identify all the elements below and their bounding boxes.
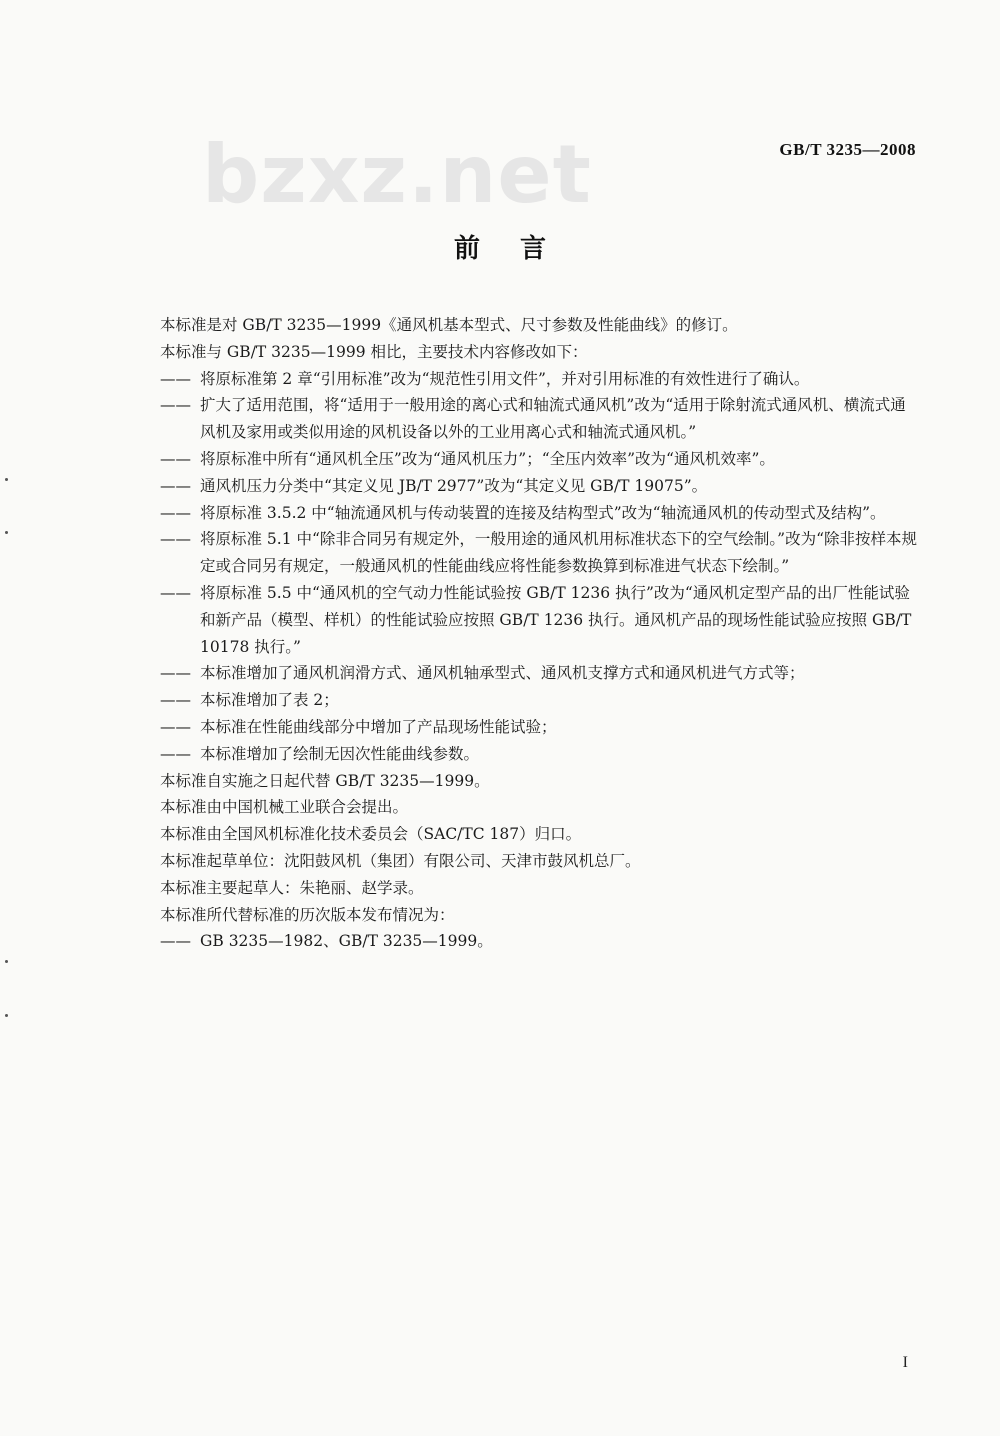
paragraph-text: 本标准自实施之日起代替 GB/T 3235—1999。 [160,771,490,790]
list-dash: —— [160,396,191,415]
paragraph [160,875,920,902]
paragraph-text: GB 3235—1982、GB/T 3235—1999。 [200,932,493,951]
list-dash: —— [160,503,191,522]
paragraph-text: 本标准在性能曲线部分中增加了产品现场性能试验； [200,717,557,736]
paragraph-text: 本标准起草单位：沈阳鼓风机（集团）有限公司、天津市鼓风机总厂。 [160,851,641,870]
list-item [160,500,920,527]
watermark: bzxz.net [202,128,592,221]
list-dash: —— [160,664,191,683]
list-dash: —— [160,744,191,763]
paragraph-text: 本标准由中国机械工业联合会提出。 [160,798,409,817]
list-item [160,446,920,473]
list-item [160,366,920,393]
scan-edge-mark [5,478,8,481]
list-dash: —— [160,932,191,951]
paragraph-text: 将原标准 3.5.2 中“轴流通风机与传动装置的连接及结构型式”改为“轴流通风机的传动型式及结构”。 [200,503,886,522]
page-number: I [902,1354,908,1371]
paragraph-text: 本标准是对 GB/T 3235—1999《通风机基本型式、尺寸参数及性能曲线》的修订。 [160,316,738,334]
paragraph [160,848,920,875]
paragraph-text: 将原标准中所有“通风机全压”改为“通风机压力”；“全压内效率”改为“通风机效率”。 [200,449,775,468]
paragraph-text: 本标准由全国风机标准化技术委员会（SAC/TC 187）归口。 [160,825,582,844]
paragraph-text: 本标准所代替标准的历次版本发布情况为： [160,905,455,924]
paragraph-text: 本标准主要起草人：朱艳丽、赵学录。 [160,878,424,897]
paragraph-text: 本标准与 GB/T 3235—1999 相比，主要技术内容修改如下： [160,342,588,361]
list-item [160,714,920,741]
list-item [160,928,920,955]
paragraph-text: 本标准增加了绘制无因次性能曲线参数。 [200,744,480,763]
list-item [160,473,920,500]
list-dash: —— [160,530,191,549]
paragraph [160,339,920,366]
foreword-body [160,312,920,955]
paragraph-text: 将原标准 5.5 中“通风机的空气动力性能试验按 GB/T 1236 执行”改为“通风机定型产品的出厂性能试验和新产品（模型、样机）的性能试验应按照 GB/T 1236 执行。通风机产品的现场性能试验应按照 GB/T 10178 执行。” [200,583,912,656]
list-dash: —— [160,717,191,736]
paragraph-text: 将原标准第 2 章“引用标准”改为“规范性引用文件”，并对引用标准的有效性进行了确认。 [200,369,810,388]
paragraph [160,768,920,795]
paragraph-text: 本标准增加了表 2； [200,691,339,710]
paragraph-text: 扩大了适用范围，将“适用于一般用途的离心式和轴流式通风机”改为“适用于除射流式通风机、横流式通风机及家用或类似用途的风机设备以外的工业用离心式和轴流式通风机。” [200,396,906,442]
list-dash: —— [160,449,191,468]
paragraph [160,794,920,821]
list-item [160,741,920,768]
list-dash: —— [160,583,191,602]
standard-code: GB/T 3235—2008 [779,140,916,159]
scan-edge-mark [5,531,8,534]
paragraph-text: 本标准增加了通风机润滑方式、通风机轴承型式、通风机支撑方式和通风机进气方式等； [200,664,805,683]
paragraph [160,902,920,929]
list-item [160,687,920,714]
scan-edge-mark [5,1014,8,1017]
list-dash: —— [160,691,191,710]
list-item [160,580,920,660]
list-item [160,526,920,580]
list-item [160,660,920,687]
list-dash: —— [160,476,191,495]
paragraph [160,821,920,848]
paragraph [160,312,920,339]
list-dash: —— [160,369,191,388]
paragraph-text: 通风机压力分类中“其定义见 JB/T 2977”改为“其定义见 GB/T 19075”。 [200,476,708,495]
paragraph-text: 将原标准 5.1 中“除非合同另有规定外，一般用途的通风机用标准状态下的空气绘制。”改为“除非按样本规定或合同另有规定，一般通风机的性能曲线应将性能参数换算到标准进气状态下绘制。” [200,530,918,576]
list-item [160,392,920,446]
page-title: 前言 [453,234,586,264]
scan-edge-mark [5,960,8,963]
